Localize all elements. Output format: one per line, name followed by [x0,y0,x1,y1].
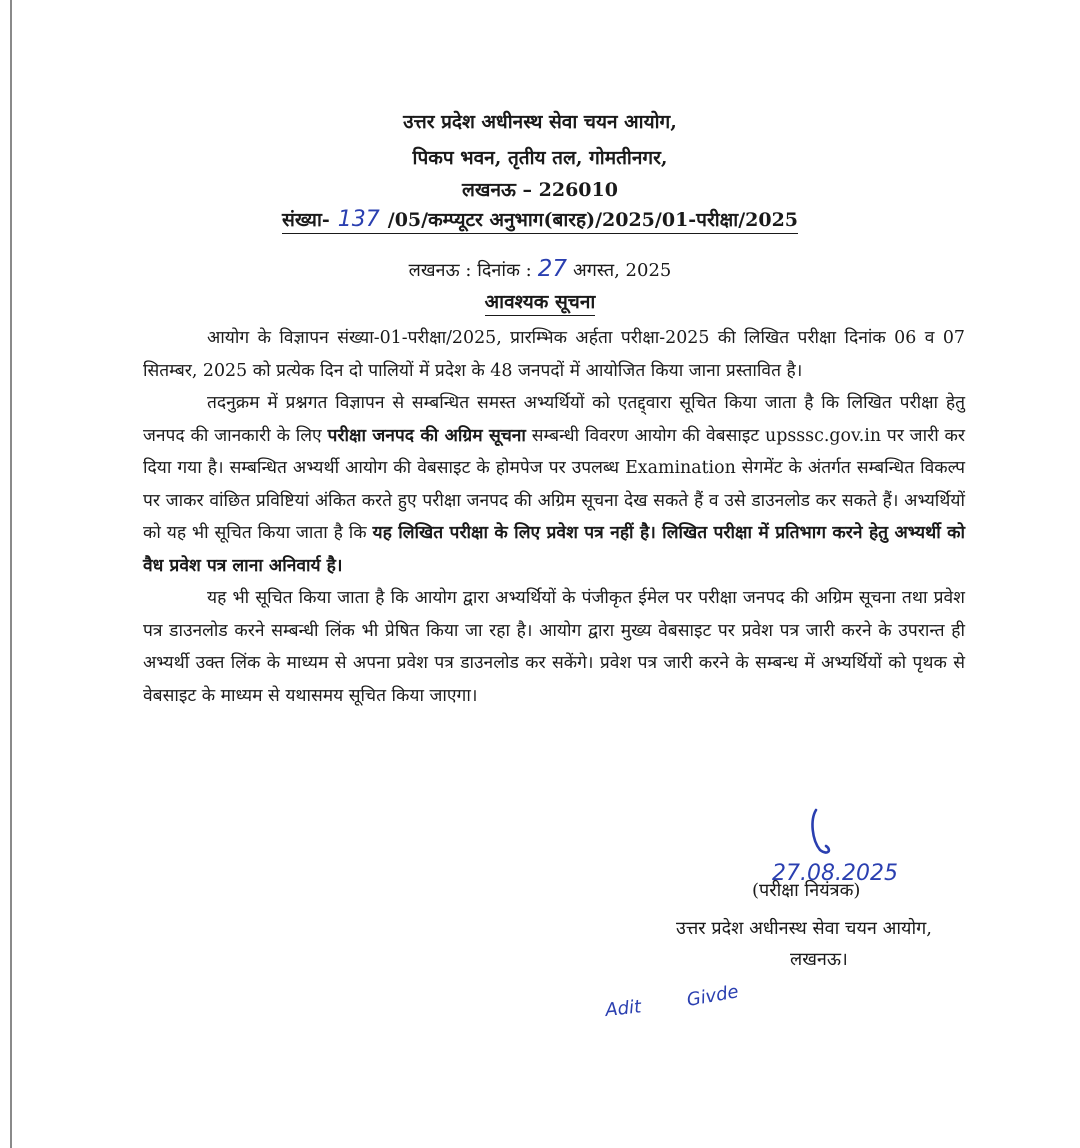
paragraph-2-bold-2: यह लिखित परीक्षा के लिए प्रवेश पत्र नहीं है। लिखित परीक्षा में प्रतिभाग करने हेतु अभ्यर्थी को वैध प्रवेश पत्र लाना अनिवार्य है। [143,523,965,576]
signatory-city: लखनऊ। [790,949,848,970]
paragraph-2 [143,387,965,582]
paragraph-2-part-a: तदनुक्रम में प्रश्नगत विज्ञापन से सम्बन्धित समस्त अभ्यर्थियों को एतद्द्वारा सूचित किया जाता है कि लिखित परीक्षा हेतु जनपद की जानकारी के लिए [143,393,965,446]
header-line-3: लखनऊ – 226010 [462,179,618,201]
dateline-place: लखनऊ : [408,260,472,281]
header-line-1: उत्तर प्रदेश अधीनस्थ सेवा चयन आयोग, [403,111,677,133]
handwritten-initials [600,970,800,1030]
header-line-2: पिकप भवन, तृतीय तल, गोमतीनगर, [412,147,668,169]
paragraph-3: यह भी सूचित किया जाता है कि आयोग द्वारा अभ्यर्थियों के पंजीकृत ईमेल पर परीक्षा जनपद की अग्रिम सूचना तथा प्रवेश पत्र डाउनलोड करने सम्बन्धी लिंक भी प्रेषित किया जा रहा है। आयोग द्वारा मुख्य वेबसाइट पर प्रवेश पत्र जारी करने के उपरान्त ही अभ्यर्थी उक्त लिंक के माध्यम से अपना प्रवेश पत्र डाउनलोड कर सकेंगे। प्रवेश पत्र जारी करने के सम्बन्ध में अभ्यर्थियों को पृथक से वेबसाइट के माध्यम से यथासमय सूचित किया जाएगा। [143,588,965,706]
notice-title-text: आवश्यक सूचना [485,288,596,316]
reference-prefix: संख्या- [281,209,330,231]
notice-body [143,322,965,712]
signatory-designation: (परीक्षा नियंत्रक) [752,880,861,901]
reference-suffix: /05/कम्प्यूटर अनुभाग(बारह)/2025/01-परीक्षा/2025 [387,209,799,231]
paragraph-2-part-c: सम्बन्धी विवरण आयोग की वेबसाइट upsssc.gov.in पर जारी कर दिया गया है। सम्बन्धित अभ्यर्थी आयोग की वेबसाइट के होमपेज पर उपलब्ध Examination सेगमेंट के अंतर्गत सम्बन्धित विकल्प पर जाकर वांछित प्रविष्टियां अंकित करते हुए परीक्षा जनपद की अग्रिम सूचना देख सकते हैं व उसे डाउनलोड कर सकते हैं। अभ्यर्थियों को यह भी सूचित किया जाता है कि [143,425,966,543]
dateline [0,256,1080,282]
reference-handwritten-number: 137 [337,207,380,232]
signature-date: 27.08.2025 [772,861,898,886]
dateline-month-year: अगस्त, 2025 [572,260,672,281]
dateline-date-label: दिनांक : [477,260,532,281]
signatory-organization: उत्तर प्रदेश अधीनस्थ सेवा चयन आयोग, [676,918,932,939]
notice-title [0,288,1080,316]
initial-2: Givde [685,981,741,1011]
reference-number [0,206,1080,234]
paragraph-2-bold-1: परीक्षा जनपद की अग्रिम सूचना [327,425,526,446]
paragraph-1: आयोग के विज्ञापन संख्या-01-परीक्षा/2025, प्रारम्भिक अर्हता परीक्षा-2025 की लिखित परीक्षा दिनांक 06 व 07 सितम्बर, 2025 को प्रत्येक दिन दो पालियों में प्रदेश के 48 जनपदों में आयोजित किया जाना प्रस्तावित है। [143,328,965,381]
scan-edge-line [10,0,12,1148]
initial-1: Adit [604,996,643,1021]
dateline-handwritten-day: 27 [537,256,567,282]
